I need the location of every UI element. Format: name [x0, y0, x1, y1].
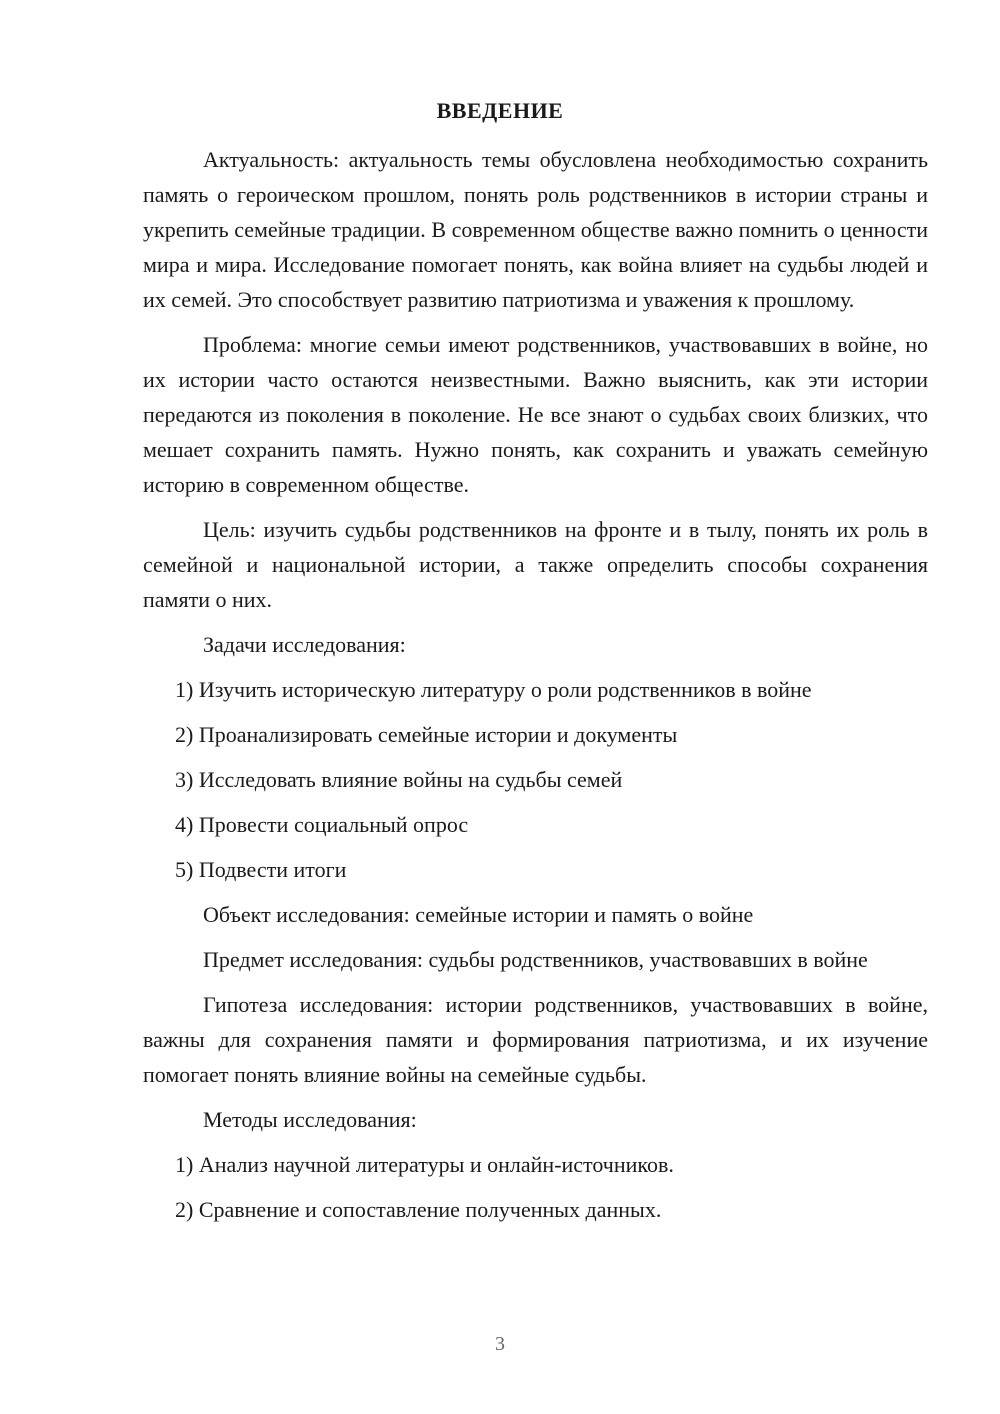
paragraph-goal: Цель: изучить судьбы родственников на фронте и в тылу, понять их роль в семейной и национальной истории, а также определить способы сохранения памяти о них.	[143, 517, 928, 612]
paragraph-relevance: Актуальность: актуальность темы обусловлена необходимостью сохранить память о героическом прошлом, понять роль родственников в истории страны и укрепить семейные традиции. В современном обществе важно помнить о ценности мира и мира. Исследование помогает понять, как война влияет на судьбы людей и их семей. Это способствует развитию патриотизма и уважения к прошлому.	[143, 147, 928, 312]
task-item: 3) Исследовать влияние войны на судьбы семей	[175, 767, 623, 792]
method-item: 2) Сравнение и сопоставление полученных данных.	[175, 1197, 662, 1222]
paragraph-hypothesis: Гипотеза исследования: истории родственников, участвовавших в войне, важны для сохранения памяти и формирования патриотизма, и их изучение помогает понять влияние войны на семейные судьбы.	[143, 992, 928, 1087]
method-item: 1) Анализ научной литературы и онлайн-источников.	[175, 1152, 674, 1177]
task-item: 1) Изучить историческую литературу о роли родственников в войне	[175, 677, 812, 702]
section-title: ВВЕДЕНИЕ	[436, 98, 564, 123]
task-item: 5) Подвести итоги	[175, 857, 347, 882]
task-item: 4) Провести социальный опрос	[175, 812, 469, 837]
body-text	[143, 142, 928, 1237]
paragraph-methods-heading: Методы исследования:	[203, 1107, 417, 1132]
paragraph-problem: Проблема: многие семьи имеют родственников, участвовавших в войне, но их истории часто остаются неизвестными. Важно выяснить, как эти истории передаются из поколения в поколение. Не все знают о судьбах своих близких, что мешает сохранить память. Нужно понять, как сохранить и уважать семейную историю в современном обществе.	[143, 332, 928, 497]
page-number: 3	[495, 1333, 505, 1355]
paragraph-tasks-heading: Задачи исследования:	[203, 632, 406, 657]
paragraph-subject: Предмет исследования: судьбы родственников, участвовавших в войне	[203, 947, 868, 972]
task-item: 2) Проанализировать семейные истории и документы	[175, 722, 678, 747]
paragraph-object: Объект исследования: семейные истории и память о войне	[203, 902, 754, 927]
